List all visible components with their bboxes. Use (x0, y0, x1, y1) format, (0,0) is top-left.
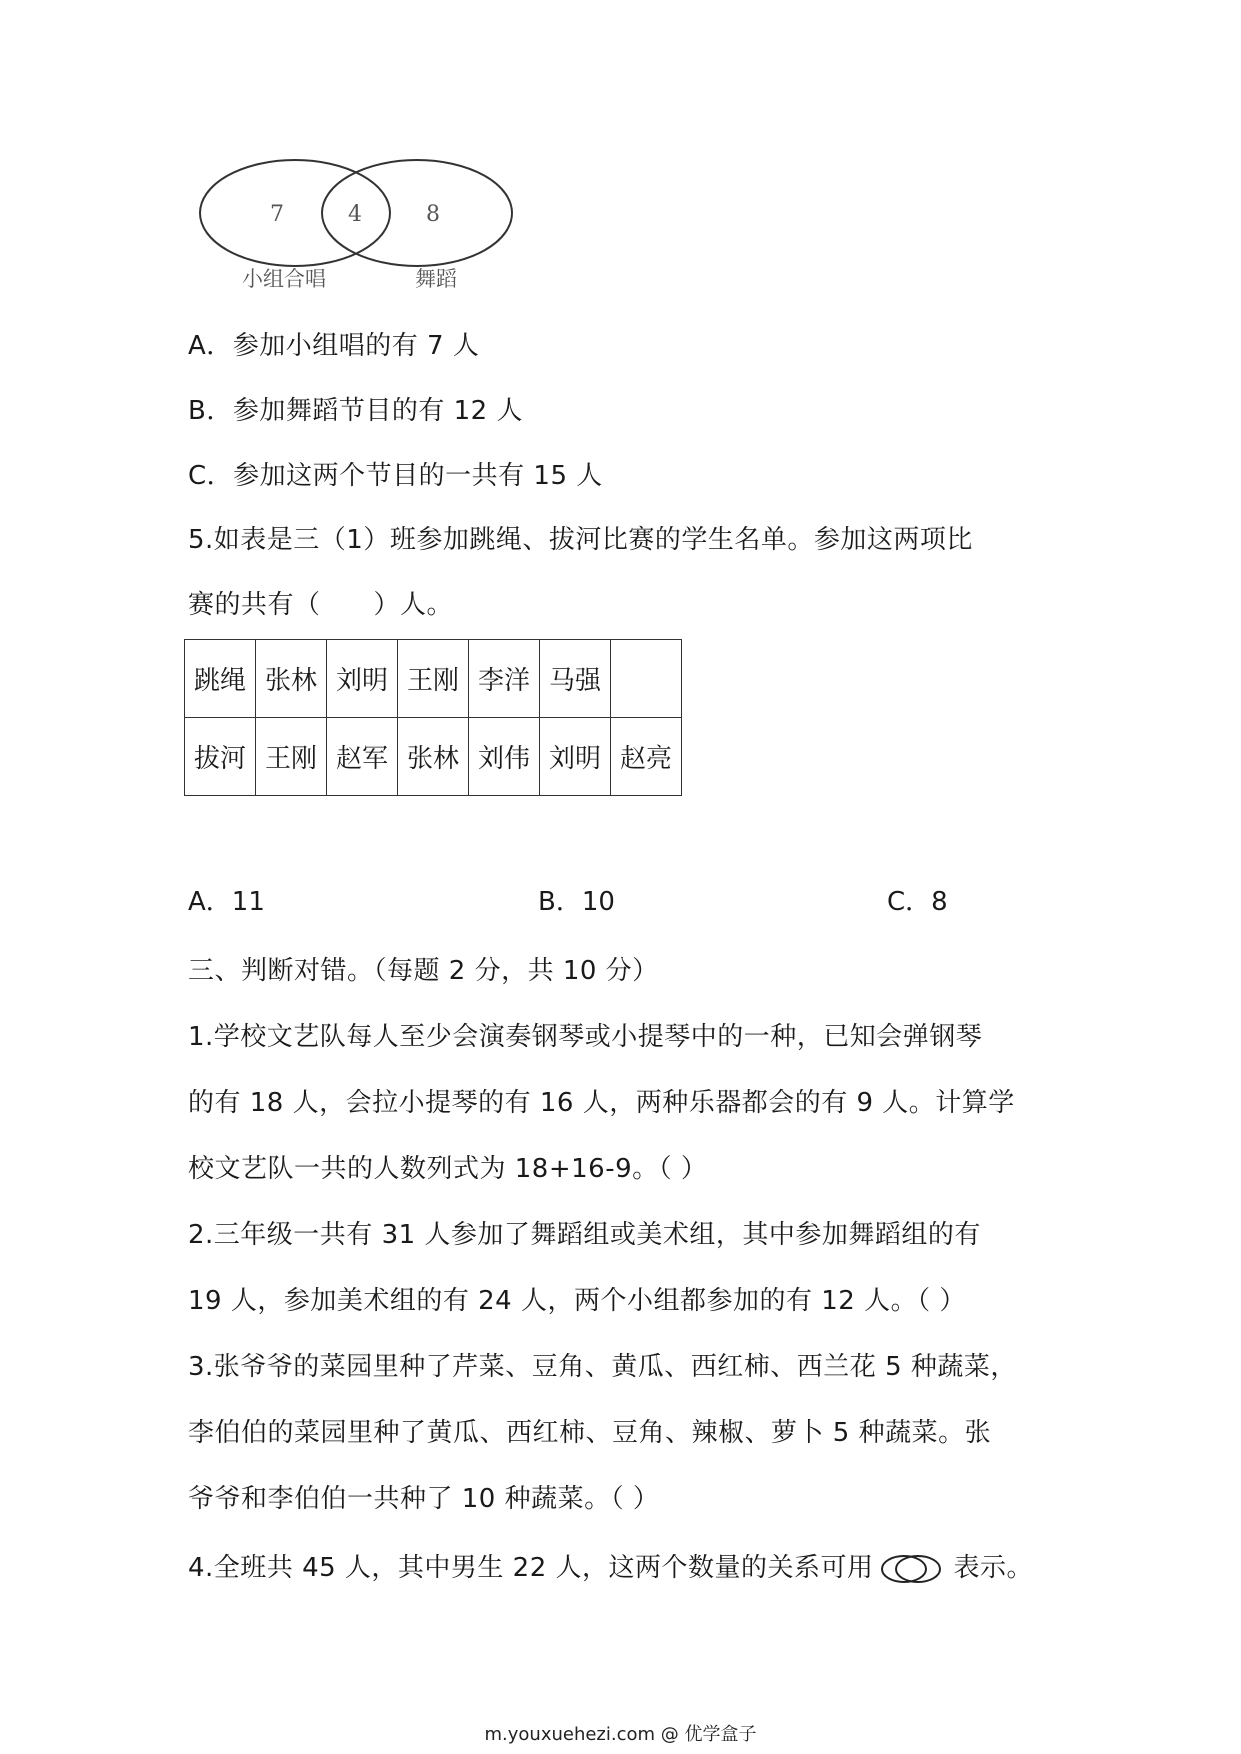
table-cell: 李洋 (469, 640, 540, 718)
s3-line: 校文艺队一共的人数列式为 18+16-9。（ ） (188, 1154, 708, 1184)
table-cell: 拔河 (185, 718, 256, 796)
venn-left-value: 7 (270, 202, 284, 227)
table-cell (611, 640, 682, 718)
s3-line: 爷爷和李伯伯一共种了 10 种蔬菜。（ ） (188, 1484, 660, 1514)
roster-table (184, 639, 682, 796)
option-b: B．参加舞蹈节目的有 12 人 (188, 396, 523, 426)
table-cell: 刘伟 (469, 718, 540, 796)
table-cell: 赵军 (327, 718, 398, 796)
table-cell: 刘明 (327, 640, 398, 718)
table-cell: 跳绳 (185, 640, 256, 718)
section3-heading: 三、判断对错。（每题 2 分，共 10 分） (188, 956, 659, 986)
s3-line: 李伯伯的菜园里种了黄瓜、西红柿、豆角、辣椒、萝卜 5 种蔬菜。张 (188, 1418, 992, 1448)
q5-choice-b: B．10 (538, 887, 615, 917)
mini-venn-icon (878, 1551, 952, 1587)
table-cell: 王刚 (398, 640, 469, 718)
option-c: C．参加这两个节目的一共有 15 人 (188, 461, 603, 491)
q5-choice-a: A．11 (188, 887, 265, 917)
table-cell: 马强 (540, 640, 611, 718)
option-a: A．参加小组唱的有 7 人 (188, 331, 480, 361)
table-row-tug-of-war (185, 718, 682, 796)
q5-text-line1: 5.如表是三（1）班参加跳绳、拔河比赛的学生名单。参加这两项比 (188, 525, 973, 555)
table-row-jump-rope (185, 640, 682, 718)
venn-right-value: 8 (426, 202, 440, 227)
s3-q4-after: 表示。 (953, 1553, 1034, 1583)
table-cell: 赵亮 (611, 718, 682, 796)
s3-q4-line (188, 1550, 1033, 1587)
s3-q4-before: 4.全班共 45 人，其中男生 22 人，这两个数量的关系可用 (188, 1553, 874, 1583)
s3-line: 2.三年级一共有 31 人参加了舞蹈组或美术组，其中参加舞蹈组的有 (188, 1220, 981, 1250)
table-cell: 刘明 (540, 718, 611, 796)
q5-text-line2: 赛的共有（ ）人。 (188, 590, 454, 620)
table-cell: 张林 (256, 640, 327, 718)
q5-choice-c: C．8 (887, 887, 948, 917)
footer-watermark: m.youxuehezi.com @ 优学盒子 (484, 1724, 757, 1745)
s3-line: 3.张爷爷的菜园里种了芹菜、豆角、黄瓜、西红柿、西兰花 5 种蔬菜， (188, 1352, 1017, 1382)
venn-overlap-value: 4 (348, 202, 362, 227)
venn-left-label: 小组合唱 (242, 267, 326, 291)
s3-line: 19 人，参加美术组的有 24 人，两个小组都参加的有 12 人。（ ） (188, 1286, 966, 1316)
venn-right-label: 舞蹈 (415, 267, 457, 291)
s3-line: 的有 18 人，会拉小提琴的有 16 人，两种乐器都会的有 9 人。计算学 (188, 1088, 1015, 1118)
venn-diagram (190, 150, 530, 300)
table-cell: 王刚 (256, 718, 327, 796)
s3-line: 1.学校文艺队每人至少会演奏钢琴或小提琴中的一种，已知会弹钢琴 (188, 1022, 983, 1052)
table-cell: 张林 (398, 718, 469, 796)
